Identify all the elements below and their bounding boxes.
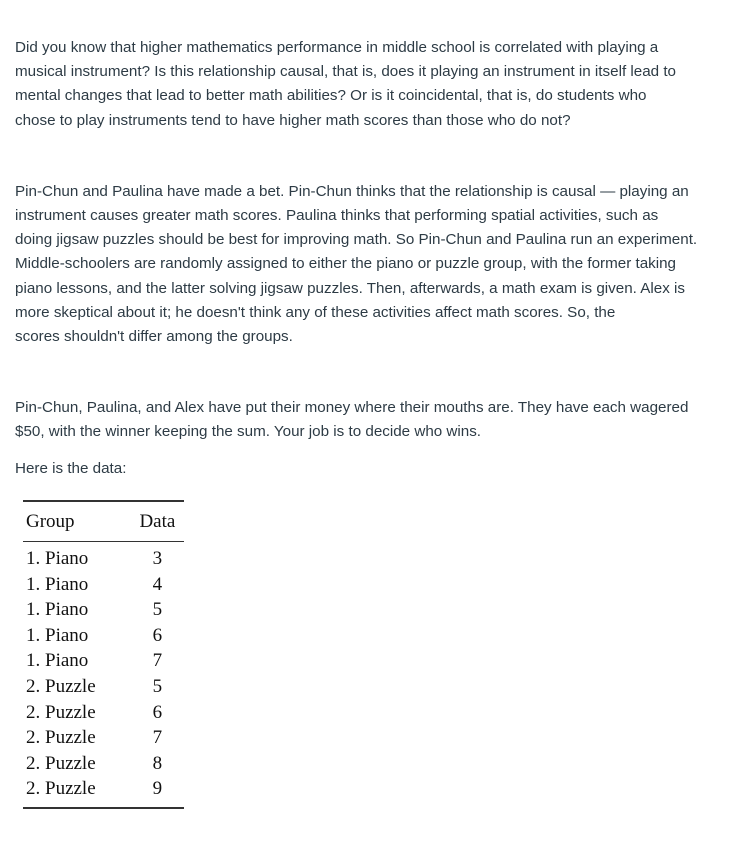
table-row: [23, 700, 184, 726]
data-cell: 6: [152, 701, 163, 723]
group-cell: 1. Piano: [26, 599, 89, 621]
table-row: [23, 623, 184, 649]
group-cell: 2. Puzzle: [26, 675, 96, 697]
table-row: [23, 597, 184, 623]
group-column-header: Group: [26, 511, 75, 532]
data-cell: 7: [152, 650, 163, 672]
data-cell: 5: [152, 599, 163, 621]
data-column-header: Data: [139, 511, 176, 532]
data-cell: 6: [152, 624, 163, 646]
table-header-row: [23, 501, 184, 542]
bet-paragraph: Pin-Chun and Paulina have made a bet. Pin-Chun thinks that the relationship is causal — playing an instrument causes greater math scores. Paulina thinks that performing spatial activities, such as doing jigsaw puzzles should be best for improving math. So Pin-Chun and Paulina run an experiment. Middle-schoolers are randomly assigned to either the piano or puzzle group, with the former taking piano lessons, and the latter solving jigsaw puzzles. Then, afterwards, a math exam is given. Alex is more skeptical about it; he doesn't think any of these activities affect math scores. So, the scores shouldn't differ among the groups.: [15, 182, 698, 346]
question-body: [15, 36, 727, 481]
data-cell: 3: [152, 548, 163, 569]
table-row: [23, 751, 184, 777]
data-cell: 9: [131, 776, 184, 808]
data-intro-paragraph: Here is the data:: [15, 459, 127, 477]
group-cell: 1. Piano: [26, 573, 89, 595]
table-row: [23, 776, 184, 808]
table-row: [23, 572, 184, 598]
group-cell: 2. Puzzle: [26, 752, 96, 774]
data-table-container: [23, 500, 184, 809]
table-row: [23, 648, 184, 674]
group-cell: 2. Puzzle: [23, 776, 131, 808]
intro-paragraph: Did you know that higher mathematics performance in middle school is correlated with playing a musical instrument? Is this relationship causal, that is, does it playing an instrument in itself lead to mental changes that lead to better math abilities? Or is it coincidental, that is, do students who chose to play instruments tend to have higher math scores than those who do not?: [15, 39, 676, 129]
data-table: [23, 500, 184, 809]
data-cell: 7: [152, 727, 163, 749]
data-cell: 8: [152, 752, 163, 774]
table-row: [23, 674, 184, 700]
group-cell: 2. Puzzle: [26, 727, 96, 749]
group-cell: 1. Piano: [26, 650, 89, 672]
group-cell: 1. Piano: [26, 548, 89, 569]
data-cell: 5: [152, 675, 163, 697]
data-cell: 4: [152, 573, 163, 595]
wager-paragraph: Pin-Chun, Paulina, and Alex have put their money where their mouths are. They have each wagered $50, with the winner keeping the sum. Your job is to decide who wins.: [15, 399, 689, 441]
group-cell: 2. Puzzle: [26, 701, 96, 723]
group-cell: 1. Piano: [26, 624, 89, 646]
table-row: [23, 725, 184, 751]
table-row: [23, 542, 184, 572]
